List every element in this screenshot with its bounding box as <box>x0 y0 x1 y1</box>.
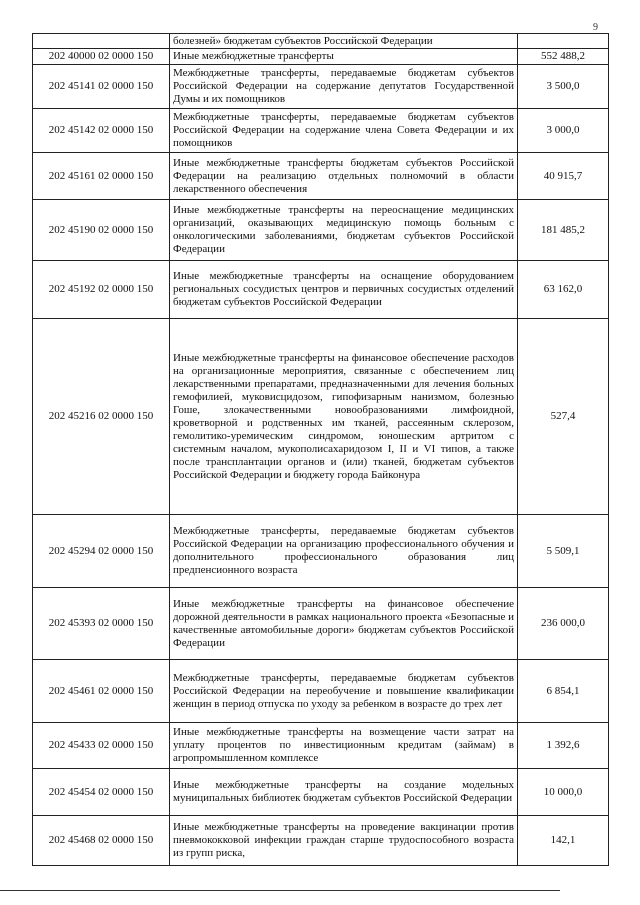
budget-code-cell: 202 40000 02 0000 150 <box>33 49 170 65</box>
description-cell: Межбюджетные трансферты, передаваемые бюджетам субъектов Российской Федерации на содержание депутатов Государственной Думы и их помощников <box>170 65 518 109</box>
amount-cell: 40 915,7 <box>518 153 609 200</box>
budget-code-cell: 202 45161 02 0000 150 <box>33 153 170 200</box>
amount-cell <box>518 34 609 49</box>
amount-cell: 552 488,2 <box>518 49 609 65</box>
table-row <box>33 49 609 65</box>
budget-code-cell: 202 45141 02 0000 150 <box>33 65 170 109</box>
description-cell: Иные межбюджетные трансферты <box>170 49 518 65</box>
amount-cell: 5 509,1 <box>518 515 609 588</box>
table-row <box>33 588 609 660</box>
description-cell: Иные межбюджетные трансферты на создание модельных муниципальных библиотек бюджетам субъектов Российской Федерации <box>170 769 518 816</box>
description-cell: Иные межбюджетные трансферты на финансовое обеспечение расходов на организационные мероприятия, связанные с обеспечением лиц лекарственными препаратами, предназначенными для лечения больных гемофилией, муковисцидозом, гипофизарным нанизмом, болезнью Гоше, злокачественными новообразованиями лимфоидной, кроветворной и родственных им тканей, рассеянным склерозом, гемолитико-уремическим синдромом, юношеским артритом с системным началом, мукополисахаридозом I, II и VI типов, а также после трансплантации органов и (или) тканей, бюджетам субъектов Российской Федерации и бюджету города Байконура <box>170 319 518 515</box>
amount-cell: 236 000,0 <box>518 588 609 660</box>
page-number: 9 <box>593 22 598 33</box>
table-row <box>33 261 609 319</box>
description-cell: Иные межбюджетные трансферты бюджетам субъектов Российской Федерации на реализацию отдельных полномочий в области лекарственного обеспечения <box>170 153 518 200</box>
budget-code-cell: 202 45142 02 0000 150 <box>33 109 170 153</box>
description-cell: Иные межбюджетные трансферты на проведение вакцинации против пневмококковой инфекции граждан старше трудоспособного возраста из групп риска, <box>170 816 518 866</box>
table-row <box>33 319 609 515</box>
budget-code-cell: 202 45468 02 0000 150 <box>33 816 170 866</box>
amount-cell: 142,1 <box>518 816 609 866</box>
description-cell: Иные межбюджетные трансферты на возмещение части затрат на уплату процентов по инвестиционным кредитам (займам) в агропромышленном комплексе <box>170 723 518 769</box>
description-cell: Иные межбюджетные трансферты на оснащение оборудованием региональных сосудистых центров и первичных сосудистых отделений бюджетам субъектов Российской Федерации <box>170 261 518 319</box>
budget-code-cell: 202 45393 02 0000 150 <box>33 588 170 660</box>
description-cell: Межбюджетные трансферты, передаваемые бюджетам субъектов Российской Федерации на организацию профессионального обучения и дополнительного профессионального образования лиц предпенсионного возраста <box>170 515 518 588</box>
budget-code-cell: 202 45433 02 0000 150 <box>33 723 170 769</box>
amount-cell: 3 000,0 <box>518 109 609 153</box>
budget-code-cell: 202 45294 02 0000 150 <box>33 515 170 588</box>
amount-cell: 6 854,1 <box>518 660 609 723</box>
amount-cell: 63 162,0 <box>518 261 609 319</box>
amount-cell: 527,4 <box>518 319 609 515</box>
budget-code-cell: 202 45454 02 0000 150 <box>33 769 170 816</box>
amount-cell: 3 500,0 <box>518 65 609 109</box>
table-row <box>33 65 609 109</box>
table-row <box>33 153 609 200</box>
budget-code-cell: 202 45190 02 0000 150 <box>33 200 170 261</box>
budget-transfers-table <box>32 33 609 866</box>
description-cell: Межбюджетные трансферты, передаваемые бюджетам субъектов Российской Федерации на переобучение и повышение квалификации женщин в период отпуска по уходу за ребенком в возрасте до трех лет <box>170 660 518 723</box>
table-row <box>33 515 609 588</box>
table-row <box>33 109 609 153</box>
description-cell: Межбюджетные трансферты, передаваемые бюджетам субъектов Российской Федерации на содержание члена Совета Федерации и их помощников <box>170 109 518 153</box>
table-row <box>33 723 609 769</box>
description-cell: Иные межбюджетные трансферты на финансовое обеспечение дорожной деятельности в рамках национального проекта «Безопасные и качественные автомобильные дороги» бюджетам субъектов Российской Федерации <box>170 588 518 660</box>
amount-cell: 10 000,0 <box>518 769 609 816</box>
table-row <box>33 34 609 49</box>
budget-code-cell: 202 45461 02 0000 150 <box>33 660 170 723</box>
table-row <box>33 769 609 816</box>
table-row <box>33 816 609 866</box>
budget-code-cell: 202 45192 02 0000 150 <box>33 261 170 319</box>
description-cell: болезней» бюджетам субъектов Российской Федерации <box>170 34 518 49</box>
budget-code-cell: 202 45216 02 0000 150 <box>33 319 170 515</box>
amount-cell: 1 392,6 <box>518 723 609 769</box>
page-bottom-rule <box>0 890 560 891</box>
table-row <box>33 200 609 261</box>
description-cell: Иные межбюджетные трансферты на переоснащение медицинских организаций, оказывающих медицинскую помощь больным с онкологическими заболеваниями, бюджетам субъектов Российской Федерации <box>170 200 518 261</box>
budget-code-cell <box>33 34 170 49</box>
table-row <box>33 660 609 723</box>
amount-cell: 181 485,2 <box>518 200 609 261</box>
